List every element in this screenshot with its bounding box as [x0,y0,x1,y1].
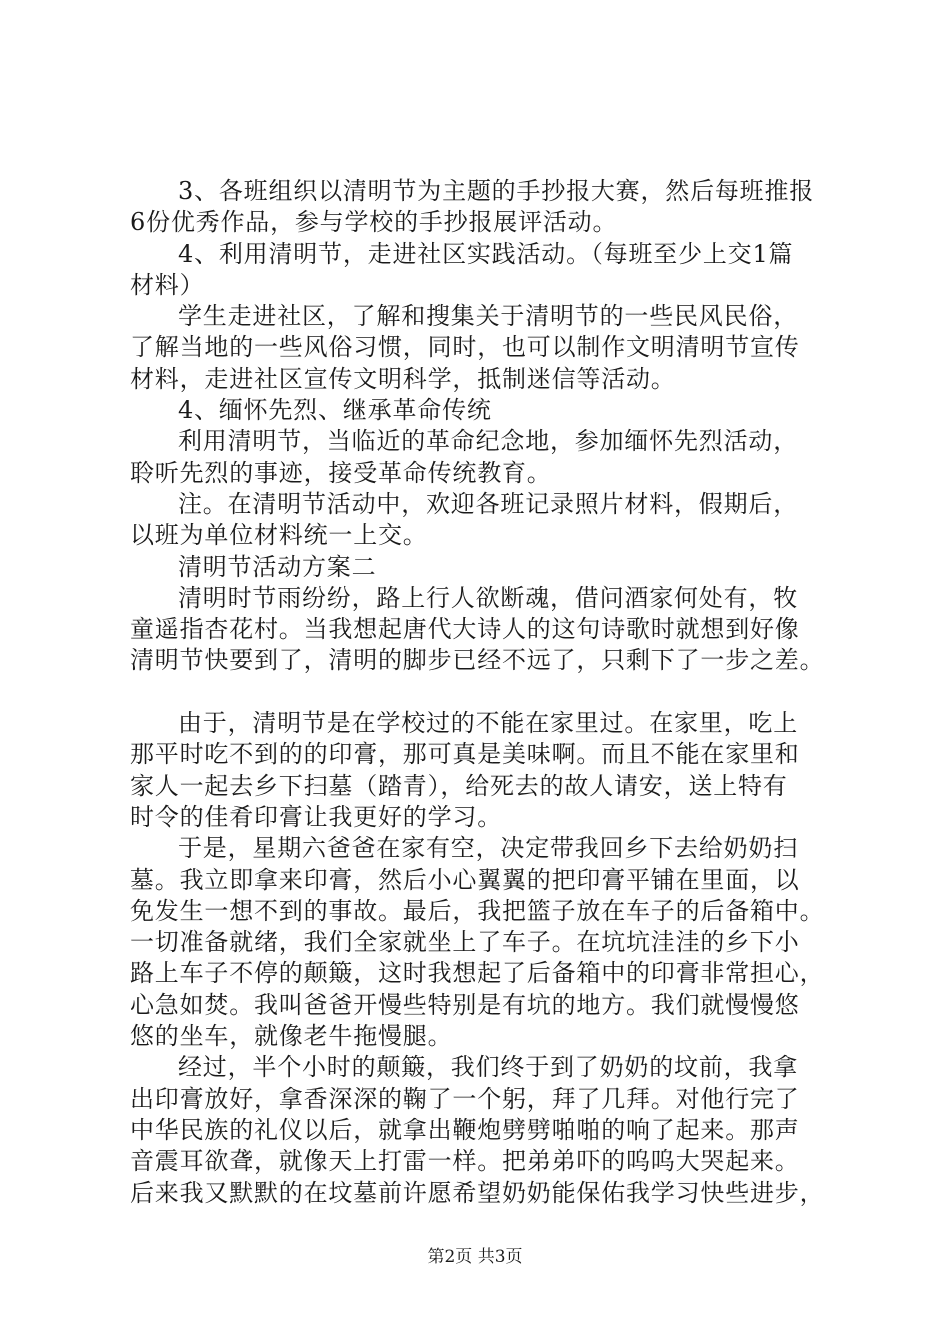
text-line: 了解当地的一些风俗习惯，同时，也可以制作文明清明节宣传 [130,333,800,362]
text-line: 材料） [130,270,205,299]
text-line: 路上车子不停的颠簸，这时我想起了后备箱中的印膏非常担心， [130,959,825,988]
text-line: 免发生一想不到的事故。最后，我把篮子放在车子的后备箱中。 [130,896,825,925]
text-line: 3、各班组织以清明节为主题的手抄报大赛，然后每班推报 [178,177,815,205]
text-line: 6份优秀作品，参与学校的手抄报展评活动。 [130,208,618,237]
text-line: 音震耳欲聋，就像天上打雷一样。把弟弟吓的呜呜大哭起来。 [130,1147,800,1176]
section-heading: 清明节活动方案二 [178,552,377,581]
text-line: 心急如焚。我叫爸爸开慢些特别是有坑的地方。我们就慢慢悠 [130,990,800,1019]
text-line: 出印膏放好，拿香深深的鞠了一个躬，拜了几拜。对他行完了 [130,1084,800,1113]
text-line: 清明节快要到了，清明的脚步已经不远了，只剩下了一步之差。 [130,646,825,675]
text-line: 聆听先烈的事迹，接受革命传统教育。 [130,458,552,487]
text-line: 于是，星期六爸爸在家有空，决定带我回乡下去给奶奶扫 [178,834,798,863]
text-line: 清明时节雨纷纷，路上行人欲断魂，借问酒家何处有，牧 [178,583,798,612]
text-line: 以班为单位材料统一上交。 [130,521,428,550]
text-line: 由于，清明节是在学校过的不能在家里过。在家里，吃上 [178,709,798,738]
text-line: 经过，半个小时的颠簸，我们终于到了奶奶的坟前，我拿 [178,1053,798,1082]
text-line: 一切准备就绪，我们全家就坐上了车子。在坑坑洼洼的乡下小 [130,928,800,957]
text-line: 墓。我立即拿来印膏，然后小心翼翼的把印膏平铺在里面，以 [130,865,800,894]
text-line: 悠的坐车，就像老牛拖慢腿。 [130,1022,453,1051]
text-line: 时令的佳肴印膏让我更好的学习。 [130,802,502,831]
text-line: 童遥指杏花村。当我想起唐代大诗人的这句诗歌时就想到好像 [130,615,800,644]
text-line: 家人一起去乡下扫墓（踏青），给死去的故人请安，送上特有 [130,771,788,800]
text-line: 4、利用清明节，走进社区实践活动。（每班至少上交1篇 [178,239,794,268]
text-line: 那平时吃不到的的印膏，那可真是美味啊。而且不能在家里和 [130,740,800,769]
text-line: 学生走进社区，了解和搜集关于清明节的一些民风民俗， [178,302,798,331]
text-line: 利用清明节，当临近的革命纪念地，参加缅怀先烈活动， [178,427,798,456]
page-number-footer: 第2页 共3页 [427,1247,523,1267]
document-body [130,176,830,1209]
text-line: 材料，走进社区宣传文明科学，抵制迷信等活动。 [130,364,676,393]
text-line: 中华民族的礼仪以后，就拿出鞭炮劈劈啪啪的响了起来。那声 [130,1115,800,1144]
section-heading: 4、缅怀先烈、继承革命传统 [178,396,492,425]
blank-line [130,677,830,708]
text-line: 注。在清明节活动中，欢迎各班记录照片材料，假期后， [178,489,798,518]
text-line: 后来我又默默的在坟墓前许愿希望奶奶能保佑我学习快些进步， [130,1178,825,1207]
